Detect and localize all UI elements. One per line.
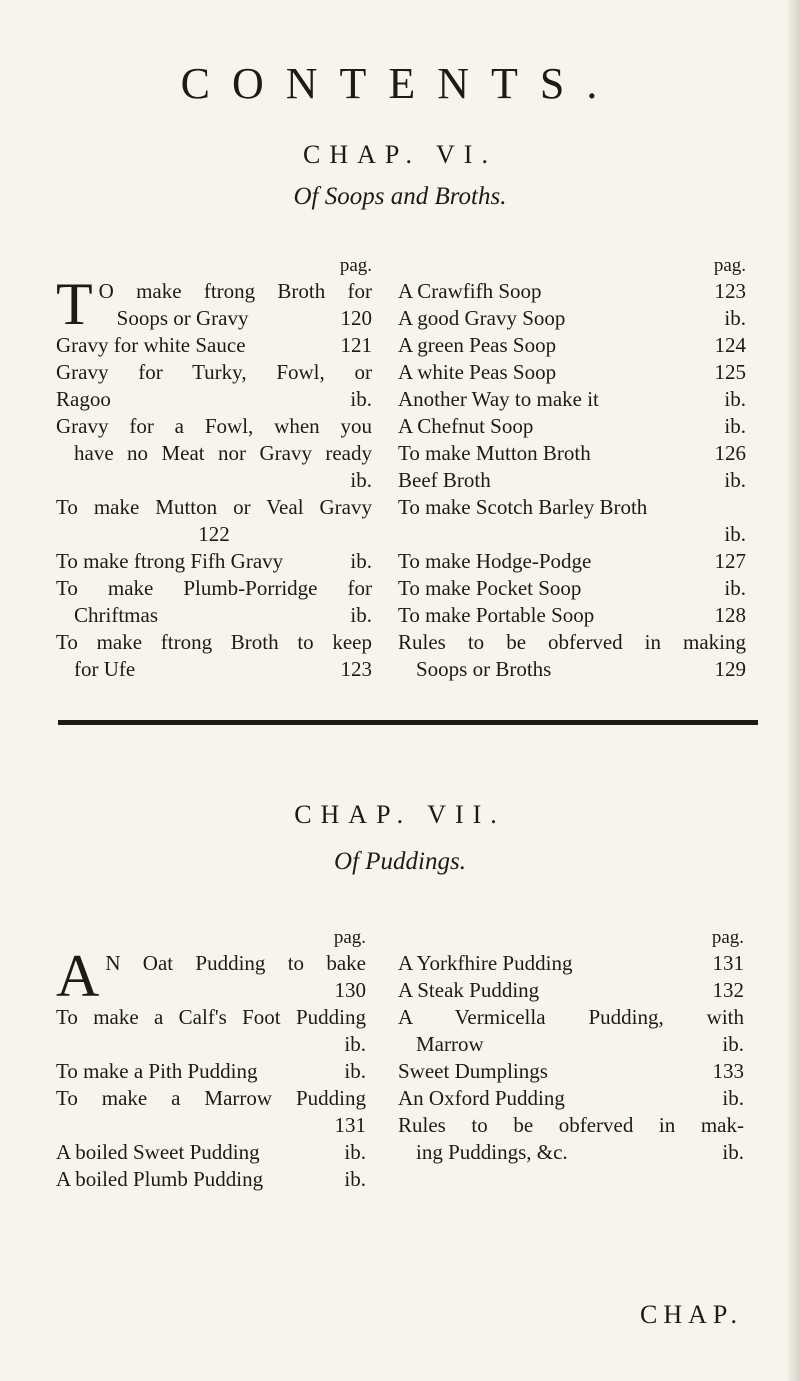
toc-entry: A good Gravy Soop ib.	[398, 306, 746, 330]
toc-entry: To make Pocket Soop ib.	[398, 576, 746, 600]
pag-label: pag.	[333, 927, 366, 948]
toc-entry: To make ftrong Broth to keep for Ufe 123	[56, 630, 372, 681]
toc-entry: To make Plumb-Porridge for Chriftmas ib.	[56, 576, 372, 627]
toc-entry: A Crawfifh Soop 123	[398, 279, 746, 303]
toc-entry: Rules to be obferved in making Soops or Broths 129	[398, 630, 746, 681]
chap7-left-column	[56, 926, 366, 1193]
toc-entry: Sweet Dumplings 133	[398, 1059, 744, 1083]
toc-entry: Rules to be obferved in mak- ing Puddings, &c. ib.	[398, 1113, 744, 1164]
toc-entry: To make Scotch Barley Broth	[398, 495, 648, 519]
toc-entry: To make a Pith Pudding ib.	[56, 1059, 366, 1083]
toc-entry: To make a Marrow Pudding 131	[56, 1086, 366, 1137]
toc-entry: Beef Broth ib.	[398, 468, 746, 492]
toc-entry: A Vermicella Pudding, with Marrow ib.	[398, 1005, 744, 1056]
toc-entry: A Steak Pudding 132	[398, 978, 744, 1002]
toc-entry: To make Portable Soop 128	[398, 603, 746, 627]
toc-entry: A N Oat Pudding to bake 130	[56, 943, 366, 1009]
toc-entry: An Oxford Pudding ib.	[398, 1086, 744, 1110]
chap7-subtitle: Of Puddings.	[334, 848, 466, 875]
chap6-subtitle: Of Soops and Broths.	[293, 183, 507, 210]
toc-entry: A Yorkfhire Pudding 131	[398, 951, 744, 975]
chap6-right-column	[398, 254, 746, 683]
toc-entry: A Chefnut Soop ib.	[398, 414, 746, 438]
pag-label: pag.	[711, 927, 744, 948]
drop-cap: A	[56, 943, 100, 1009]
toc-entry: Another Way to make it ib.	[398, 387, 746, 411]
catchword: CHAP.	[640, 1300, 743, 1329]
toc-entry: A boiled Plumb Pudding ib.	[56, 1167, 366, 1191]
toc-entry: Gravy for white Sauce 121	[56, 333, 372, 357]
toc-entry: To make Mutton or Veal Gravy 122	[56, 495, 372, 546]
toc-entry: To make Hodge-Podge 127	[398, 549, 746, 573]
toc-entry: To make ftrong Fifh Gravy ib.	[56, 549, 372, 573]
toc-entry-page: ib.	[724, 522, 746, 546]
chap7-title: CHAP. VII.	[294, 800, 506, 829]
running-head: CONTENTS.	[180, 59, 620, 108]
drop-cap: T	[56, 271, 93, 337]
toc-entry: A green Peas Soop 124	[398, 333, 746, 357]
toc-entry: To make Mutton Broth 126	[398, 441, 746, 465]
chap7-right-column	[398, 926, 744, 1166]
toc-entry: Gravy for a Fowl, when you have no Meat nor Gravy ready ib.	[56, 414, 372, 492]
toc-entry: A boiled Sweet Pudding ib.	[56, 1140, 366, 1164]
pag-label: pag.	[339, 255, 372, 276]
toc-entry: To make a Calf's Foot Pudding ib.	[56, 1005, 366, 1056]
toc-entry: Gravy for Turky, Fowl, or Ragoo ib.	[56, 360, 372, 411]
chap6-title: CHAP. VI.	[303, 140, 497, 169]
toc-entry: T O make ftrong Broth for Soops or Gravy 120	[56, 271, 372, 337]
pag-label: pag.	[713, 255, 746, 276]
section-rule	[58, 720, 758, 725]
toc-entry: A white Peas Soop 125	[398, 360, 746, 384]
chap6-left-column	[56, 254, 372, 683]
